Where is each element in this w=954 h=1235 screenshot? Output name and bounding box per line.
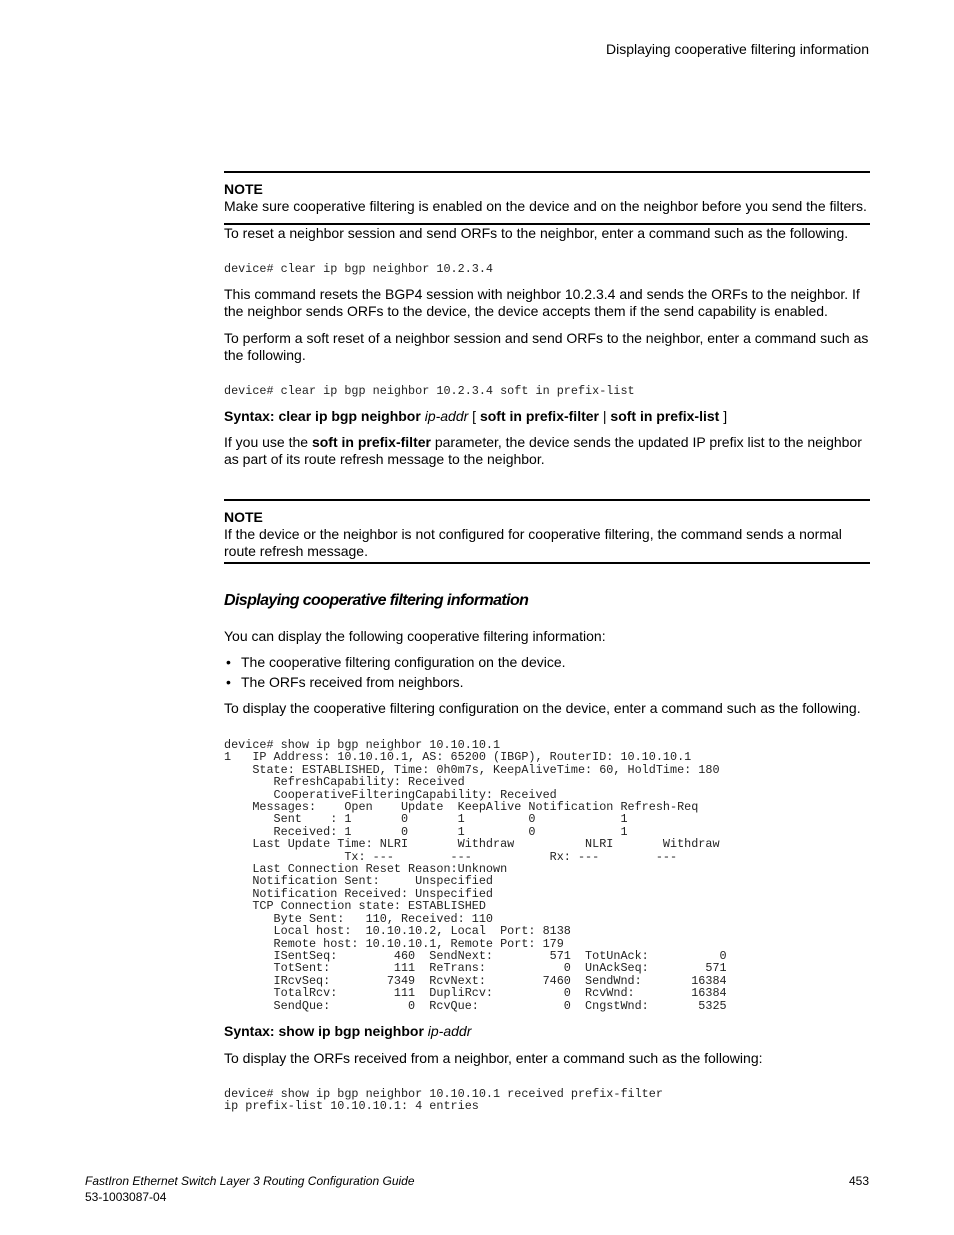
syntax-argument: ip-addr bbox=[424, 408, 469, 424]
note-title: NOTE bbox=[224, 509, 263, 525]
syntax-command: Syntax: clear ip bgp neighbor bbox=[224, 408, 421, 424]
note-box bbox=[224, 499, 870, 564]
syntax-line bbox=[224, 408, 870, 425]
syntax-bracket: [ bbox=[468, 408, 480, 424]
paragraph: To reset a neighbor session and send ORFs to the neighbor, enter a command such as the following. bbox=[224, 225, 849, 241]
code-block: device# clear ip bgp neighbor 10.2.3.4 soft in prefix-list bbox=[224, 384, 635, 398]
paragraph: To display the ORFs received from a neighbor, enter a command such as the following: bbox=[224, 1050, 763, 1066]
parameter-name: soft in prefix-filter bbox=[311, 434, 431, 450]
syntax-option: soft in prefix-filter bbox=[479, 408, 599, 424]
list-item bbox=[224, 674, 870, 694]
code-block: device# show ip bgp neighbor 10.10.10.1 received prefix-filter ip prefix-list 10.10.10.1: 4 entries bbox=[224, 1087, 663, 1114]
code-block: device# clear ip bgp neighbor 10.2.3.4 bbox=[224, 262, 494, 276]
bullet-icon: • bbox=[226, 654, 231, 670]
footer-doc-number: 53-1003087-04 bbox=[85, 1190, 167, 1204]
list-item-text: The cooperative filtering configuration on the device. bbox=[241, 654, 566, 670]
syntax-bracket: ] bbox=[719, 408, 728, 424]
paragraph: To perform a soft reset of a neighbor session and send ORFs to the neighbor, enter a command such as the following. bbox=[224, 330, 869, 363]
text-run: parameter, the device sends the updated IP prefix list to the neighbor as part of its route refresh message to the neighbor. bbox=[224, 434, 862, 467]
note-title: NOTE bbox=[224, 181, 263, 197]
syntax-option: soft in prefix-list bbox=[610, 408, 720, 424]
running-header: Displaying cooperative filtering information bbox=[605, 41, 869, 57]
code-block: device# show ip bgp neighbor 10.10.10.1 1 IP Address: 10.10.10.1, AS: 65200 (IBGP), RouterID: 10.10.10.1 State: ESTABLISHED, Time: 0h0m7s, KeepAliveTime: 60, HoldTime: 180 RefreshCapability: Received CooperativeFilteringCapability: Received Messages: Open Update KeepAlive Notification Refresh-Req Sent : 1 0 1 0 1 Received: 1 0 1 0 1 Last Update Time: NLRI Withdraw NLRI Withdraw Tx: --- --- Rx: --- --- Last Connection Reset Reason:Unknown Notification Sent: Unspecified Notification Received: Unspecified TCP Connection state: ESTABLISHED Byte Sent: 110, Received: 110 Local host: 10.10.10.2, Local Port: 8138 Remote host: 10.10.10.1, Remote Port: 179 ISentSeq: 460 SendNext: 571 TotUnAck: 0 TotSent: 111 ReTrans: 0 UnAckSeq: 571 IRcvSeq: 7349 RcvNext: 7460 SendWnd: 16384 TotalRcv: 111 DupliRcv: 0 RcvWnd: 16384 SendQue: 0 RcvQue: 0 CngstWnd: 5325 bbox=[224, 738, 727, 1013]
syntax-line bbox=[224, 1023, 870, 1040]
paragraph: You can display the following cooperative filtering information: bbox=[224, 628, 606, 644]
list-item-text: The ORFs received from neighbors. bbox=[241, 674, 464, 690]
text-run: If you use the bbox=[224, 434, 312, 450]
page-number: 453 bbox=[848, 1174, 869, 1188]
syntax-argument: ip-addr bbox=[427, 1023, 472, 1039]
section-heading: Displaying cooperative filtering information bbox=[224, 592, 529, 609]
note-text: Make sure cooperative filtering is enabled on the device and on the neighbor before you send the filters. bbox=[224, 198, 867, 214]
bullet-icon: • bbox=[226, 674, 231, 690]
syntax-command: Syntax: show ip bgp neighbor bbox=[224, 1023, 424, 1039]
syntax-separator: | bbox=[598, 408, 611, 424]
footer-guide-title: FastIron Ethernet Switch Layer 3 Routing Configuration Guide bbox=[85, 1174, 415, 1188]
note-text: If the device or the neighbor is not configured for cooperative filtering, the command sends a normal route refresh message. bbox=[224, 526, 842, 559]
paragraph bbox=[224, 434, 870, 468]
list-item bbox=[224, 654, 870, 674]
bullet-list bbox=[224, 654, 870, 694]
note-box bbox=[224, 171, 870, 225]
paragraph: To display the cooperative filtering configuration on the device, enter a command such as the following. bbox=[224, 700, 861, 716]
paragraph: This command resets the BGP4 session with neighbor 10.2.3.4 and sends the ORFs to the neighbor. If the neighbor sends ORFs to the device, the device accepts them if the send capability is enabled. bbox=[224, 286, 860, 319]
